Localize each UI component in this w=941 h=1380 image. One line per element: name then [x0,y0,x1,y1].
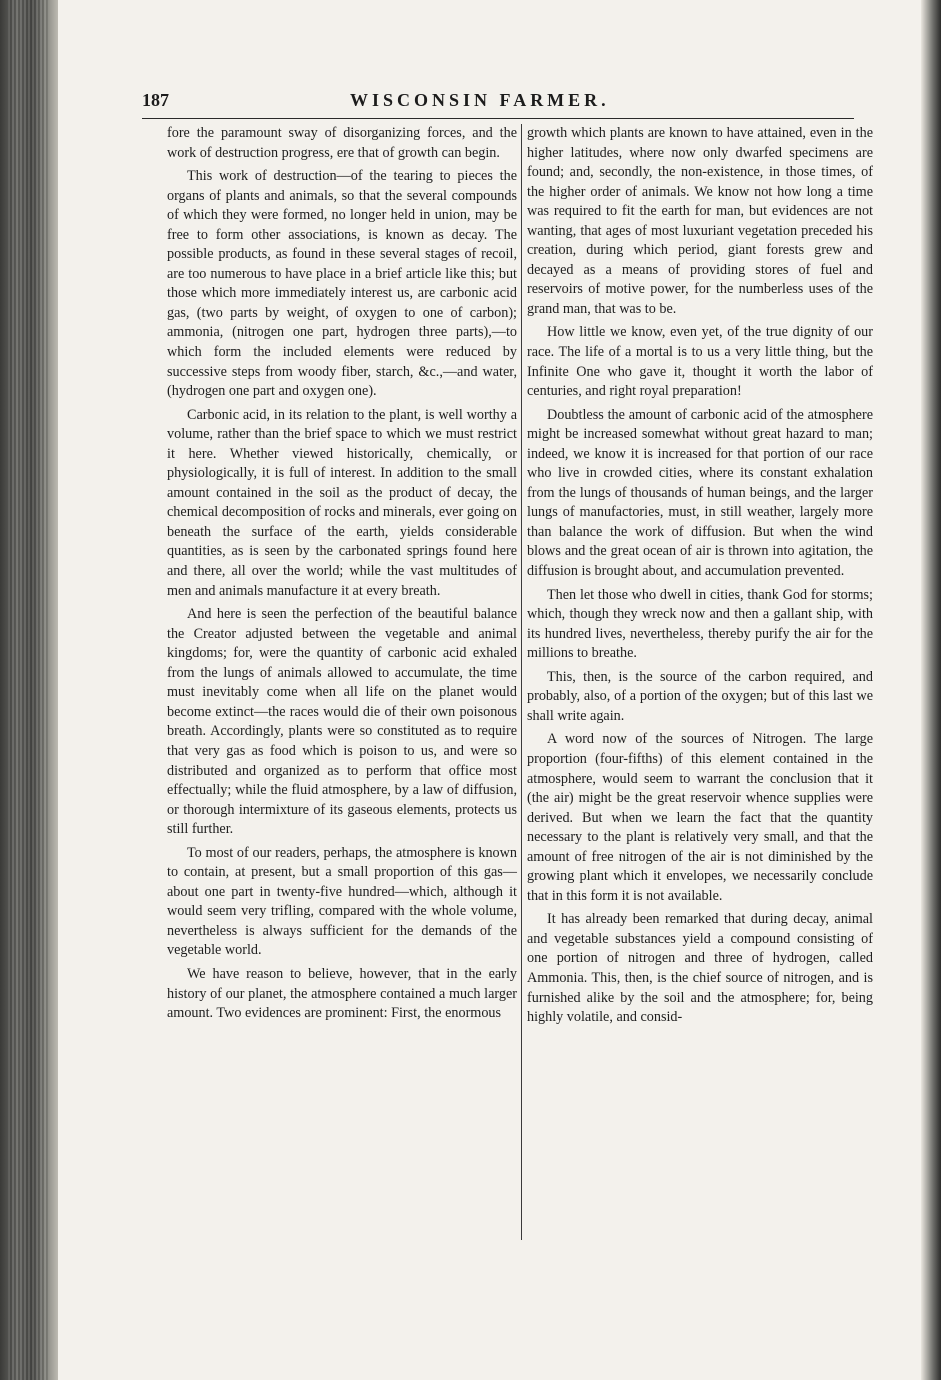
page-number: 187 [142,90,169,110]
paragraph: A word now of the sources of Nitrogen. The large proportion (four-fifths) of this element contained in the atmosphere, would seem to warrant the conclusion that it (the air) might be the great reservoir whence supplies were derived. But when we learn the fact that the quantity necessary to the plant is relatively very small, and that the amount of free nitrogen of the air is not diminished by the growing plant which it envelopes, we necessarily conclude that in this form it is not available. [527,731,873,904]
paragraph: This work of destruction—of the tearing to pieces the organs of plants and animals, so that the several compounds of which they were formed, no longer held in union, may be free to form other associations, is known as decay. The possible products, as found in these several stages of recoil, are too numerous to have place in a brief article like this; but those which more immediately interest us, are carbonic acid gas, (two parts by weight, of oxygen to one of carbon); ammonia, (nitrogen one part, hydrogen three parts),—to which form the included elements were reduced by successive steps from woody fiber, starch, &c.,—and water, (hydrogen one part and oxygen one). [167,168,517,400]
paragraph: growth which plants are known to have attained, even in the higher latitudes, where now only dwarfed specimens are found; and, secondly, the non-existence, in those times, of the higher order of animals. We know not how long a time was required to fit the earth for man, but evidences are not wanting, that ages of most luxuriant vegetation preceded his creation, during which period, giant forests grew and decayed as a means of providing stores of fuel and reservoirs of motive power, for the numberless uses of the grand man, that was to be. [527,125,873,317]
column-divider [521,124,522,1240]
left-column [167,124,517,1024]
page-header [142,90,854,114]
paragraph: It has already been remarked that during decay, animal and vegetable substances yield a compound consisting of one portion of nitrogen and three of hydrogen, called Ammonia. This, then, is the chief source of nitrogen, and is furnished alike by the soil and the atmosphere; for, being highly volatile, and consid- [527,911,873,1026]
header-rule [142,118,854,119]
page-right-shadow [921,0,941,1380]
running-title: WISCONSIN FARMER. [350,90,610,110]
paragraph: We have reason to believe, however, that in the early history of our planet, the atmosphere contained a much larger amount. Two evidences are prominent: First, the enormous [167,965,517,1022]
paragraph: To most of our readers, perhaps, the atmosphere is known to contain, at present, but a small proportion of this gas—about one part in twenty-five hundred—which, although it would seem very trifling, compared with the whole volume, nevertheless is always sufficient for the demands of the vegetable world. [167,844,517,959]
right-column [527,124,873,1028]
paragraph: This, then, is the source of the carbon required, and probably, also, of a portion of the oxygen; but of this last we shall write again. [527,668,873,724]
page-edges [8,0,48,1380]
paragraph: Then let those who dwell in cities, thank God for storms; which, though they wreck now and then a gallant ship, with its hundred lives, nevertheless, thereby purify the air for the millions to breathe. [527,586,873,662]
paragraph: fore the paramount sway of disorganizing forces, and the work of destruction progress, ere that of growth can begin. [167,125,517,161]
paragraph: Carbonic acid, in its relation to the plant, is well worthy a volume, rather than the brief space to which we must restrict it here. Whether viewed historically, chemically, or physiologically, it is full of interest. In addition to the small amount contained in the soil as the product of decay, the chemical decomposition of rocks and minerals, ever going on beneath the surface of the earth, yields considerable quantities, as is seen by the carbonated springs found here and there, all over the world; while the vast multitudes of men and animals manufacture it at every breath. [167,406,517,599]
paragraph: Doubtless the amount of carbonic acid of the atmosphere might be increased somewhat without great hazard to man; indeed, we know it is increased for that portion of our race who live in crowded cities, where its constant exhalation from the lungs of thousands of human beings, and the larger lungs of manufactories, must, in still weather, largely more than balance the work of diffusion. But when the wind blows and the great ocean of air is thrown into agitation, the diffusion is brought about, and accumulation prevented. [527,406,873,580]
book-spine [0,0,58,1380]
paragraph: And here is seen the perfection of the beautiful balance the Creator adjusted between the vegetable and animal kingdoms; for, were the quantity of carbonic acid exhaled from the lungs of animals allowed to accumulate, the time must inevitably come when all life on the planet would become extinct—the races would die of their own poisonous breath. Accordingly, plants were so constituted as to require that very gas as food which is poison to us, and were so distributed and organized as to perform that office most effectually; while the fluid atmosphere, by a law of diffusion, or thorough intermixture of its gaseous elements, protects us still further. [167,606,517,838]
paragraph: How little we know, even yet, of the true dignity of our race. The life of a mortal is to us a very little thing, but the Infinite One who gave it, thought it worth the labor of centuries, and right royal preparation! [527,324,873,400]
